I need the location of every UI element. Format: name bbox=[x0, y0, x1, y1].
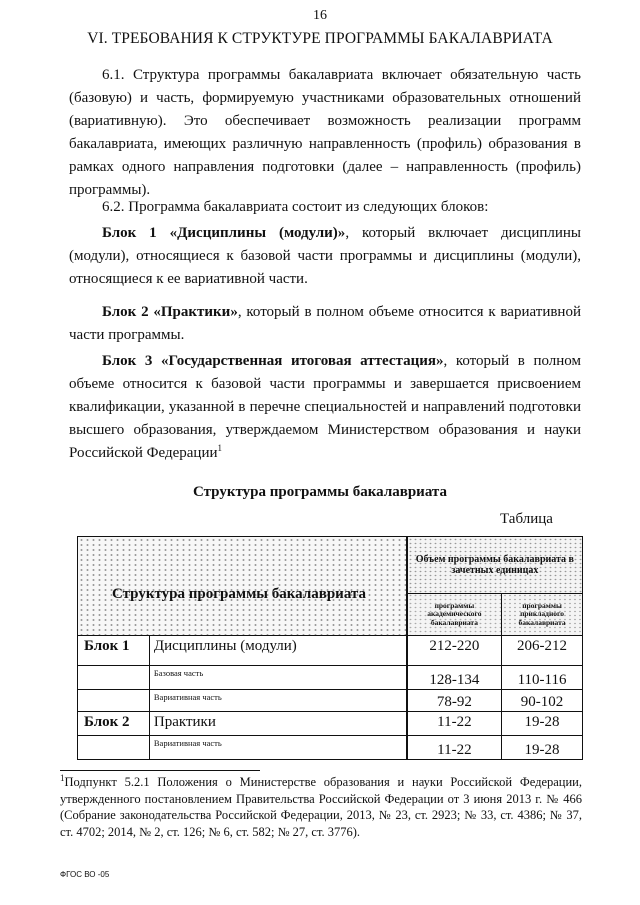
table-caption: Таблица bbox=[500, 511, 553, 527]
footnote-separator bbox=[60, 770, 260, 771]
table-row bbox=[78, 736, 583, 760]
table-row bbox=[78, 636, 583, 666]
table-header-volume: Объем программы бакалавриата в зачетных единицах bbox=[407, 537, 583, 594]
table-cell-name: Вариативная часть bbox=[149, 690, 406, 712]
paragraph-block-3 bbox=[69, 350, 581, 465]
block-1-description: , который включает дисциплины (модули), относящиеся к базовой части программы и дисциплины (модули), относящиеся к ее вариативной части. bbox=[69, 225, 581, 287]
table-cell-academic: 212-220 bbox=[407, 636, 502, 666]
table-header-academic: программы академического бакалавриата bbox=[407, 593, 502, 635]
document-code: ФГОС ВО -05 bbox=[60, 870, 110, 879]
table-cell-block: Блок 2 bbox=[78, 712, 150, 736]
table-cell-applied: 110-116 bbox=[502, 666, 583, 690]
table-row bbox=[78, 690, 583, 712]
table-header-structure-label: Структура программы бакалавриата bbox=[112, 585, 366, 602]
block-3-description: , который в полном объеме относится к базовой части программы и завершается присвоением квалификации, указанной в перечне специальностей и направлений подготовки высшего образования, утверждаемом Министерством образования и науки Российской Федерации bbox=[69, 353, 581, 461]
table-cell-block bbox=[78, 736, 150, 760]
table-cell-applied: 90-102 bbox=[502, 690, 583, 712]
page-number: 16 bbox=[313, 8, 327, 23]
table-row bbox=[78, 712, 583, 736]
structure-table bbox=[77, 536, 583, 760]
table-cell-applied: 19-28 bbox=[502, 736, 583, 760]
paragraph-block-2 bbox=[69, 301, 581, 347]
table-cell-name: Практики bbox=[149, 712, 406, 736]
footnote-mark: 1 bbox=[60, 772, 65, 783]
paragraph-block-1 bbox=[69, 222, 581, 291]
section-title: VI. ТРЕБОВАНИЯ К СТРУКТУРЕ ПРОГРАММЫ БАКАЛАВРИАТА bbox=[87, 30, 553, 47]
table-cell-academic: 11-22 bbox=[407, 712, 502, 736]
table-cell-name: Вариативная часть bbox=[149, 736, 406, 760]
table-title: Структура программы бакалавриата bbox=[193, 484, 447, 500]
table-cell-academic: 78-92 bbox=[407, 690, 502, 712]
table-row bbox=[78, 666, 583, 690]
table-cell-block bbox=[78, 690, 150, 712]
table-cell-academic: 11-22 bbox=[407, 736, 502, 760]
table-cell-applied: 206-212 bbox=[502, 636, 583, 666]
block-2-description: , который в полном объеме относится к вариативной части программы. bbox=[69, 304, 581, 343]
table-header-applied: программы прикладного бакалавриата bbox=[502, 593, 583, 635]
table-header-structure bbox=[78, 537, 407, 636]
footnote-text: Подпункт 5.2.1 Положения о Министерстве образования и науки Российской Федерации, утвержденного постановлением Правительства Российской Федерации от 3 июня 2013 г. № 466 (Собрание законодательства Российской Федерации, 2013, № 23, ст. 2923; № 33, ст. 4386; № 37, ст. 4702; 2014, № 2, ст. 126; № 6, ст. 582; № 27, ст. 3776). bbox=[60, 775, 582, 839]
table-cell-name: Базовая часть bbox=[149, 666, 406, 690]
footnote bbox=[60, 774, 582, 840]
table-cell-block: Блок 1 bbox=[78, 636, 150, 666]
table-cell-applied: 19-28 bbox=[502, 712, 583, 736]
table-cell-academic: 128-134 bbox=[407, 666, 502, 690]
table-cell-block bbox=[78, 666, 150, 690]
block-3-title: Блок 3 «Государственная итоговая аттестация» bbox=[102, 353, 444, 369]
block-2-title: Блок 2 «Практики» bbox=[102, 304, 238, 320]
paragraph-6-1: 6.1. Структура программы бакалавриата включает обязательную часть (базовую) и часть, формируемую участниками образовательных отношений (вариативную). Это обеспечивает возможность реализации программ бакалавриата, имеющих различную направленность (профиль) образования в рамках одного направления подготовки (далее – направленность (профиль) программы). bbox=[69, 67, 581, 198]
block-1-title: Блок 1 «Дисциплины (модули)» bbox=[102, 225, 346, 241]
footnote-reference[interactable]: 1 bbox=[217, 443, 223, 453]
table-cell-name: Дисциплины (модули) bbox=[149, 636, 406, 666]
paragraph-6-2: 6.2. Программа бакалавриата состоит из следующих блоков: bbox=[102, 199, 489, 215]
